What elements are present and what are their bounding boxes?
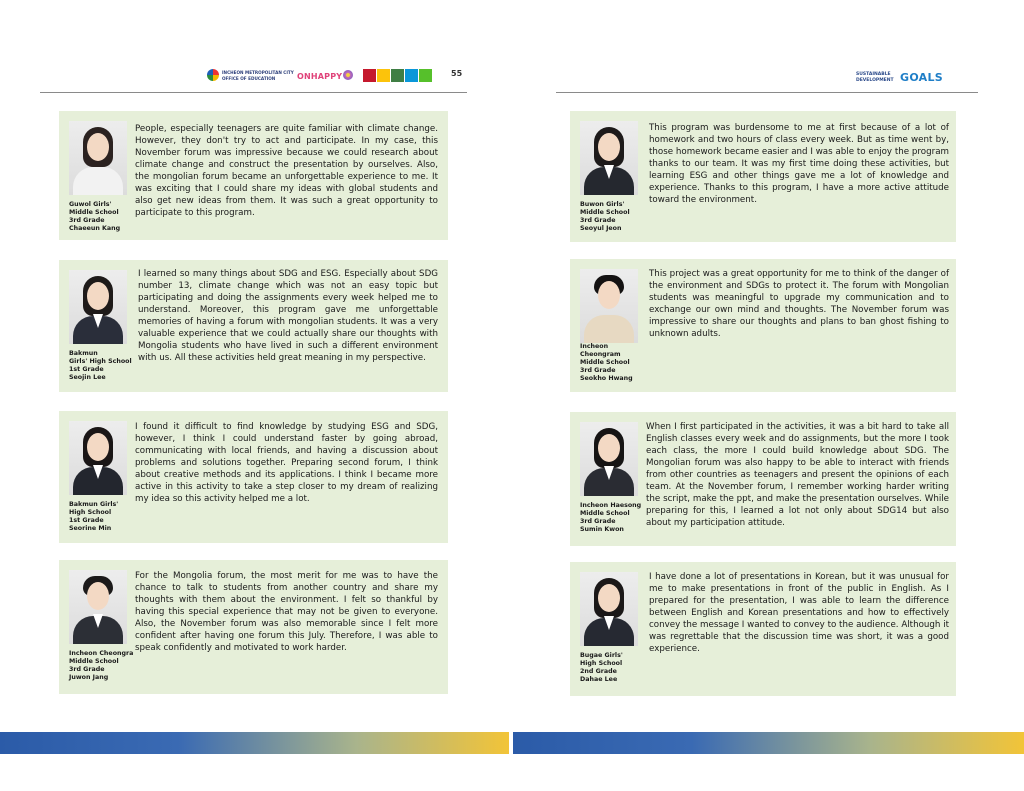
sdg-14-life-below-water-icon	[405, 69, 418, 82]
student-photo	[69, 570, 127, 644]
caption-line: Girls' High School	[69, 358, 132, 365]
caption-line: 2nd Grade	[580, 668, 617, 675]
caption-line: 1st Grade	[69, 366, 104, 373]
caption-line: High School	[580, 660, 623, 667]
caption-line: High School	[69, 509, 112, 516]
footer-gradient-bar-left	[0, 732, 509, 754]
caption-line: Buwon Girls'	[580, 201, 625, 208]
student-photo	[69, 421, 127, 495]
sdg-logo-line1: SUSTAINABLE	[856, 72, 891, 77]
student-photo	[69, 121, 127, 195]
caption-line: Middle School	[580, 510, 630, 517]
sdg-7-affordable-energy-icon	[377, 69, 390, 82]
student-caption	[580, 343, 648, 383]
student-caption	[69, 201, 137, 233]
testimonial-card	[570, 562, 956, 696]
testimonial-card	[59, 560, 448, 694]
office-of-education-logo	[205, 66, 295, 88]
flower-icon	[343, 70, 353, 80]
testimonial-card	[59, 111, 448, 240]
student-name: Juwon Jang	[69, 674, 109, 681]
testimonial-text: This program was burdensome to me at first because of a lot of homework and two hours of class every week. But as time went by, those homework became easier and I was able to enjoy the program thanks to our team. It was my first time doing these activities, but learning ESG and other things gave me a lot of knowledge and experience. Thanks to this program, I have a more active attitude toward the environment.	[649, 123, 949, 205]
caption-line: 3rd Grade	[580, 367, 616, 374]
student-caption	[580, 201, 648, 233]
caption-line: Guwol Girls'	[69, 201, 112, 208]
student-name: Seorine Min	[69, 525, 112, 532]
caption-line: 3rd Grade	[69, 217, 105, 224]
sdg-logo-goals: GOALS	[900, 71, 944, 84]
caption-line: Incheon Cheongra	[69, 650, 134, 657]
student-name: Chaeeun Kang	[69, 225, 121, 232]
testimonial-text: I found it difficult to find knowledge by studying ESG and SDG, however, I think I could understand faster by going abroad, communicating with local friends, and having a discussion about problems and solutions together. Preparing second forum, I think about creative methods and its applications. I think I became more active in this activity to take a step closer to my dream of realizing my idea so this activity helped me a lot.	[135, 422, 438, 504]
testimonial-card	[59, 411, 448, 543]
student-caption	[69, 501, 137, 533]
sdg-15-life-on-land-icon	[419, 69, 432, 82]
caption-line: Cheongram	[580, 351, 621, 358]
testimonial-card	[59, 260, 448, 392]
office-name-line2: OFFICE OF EDUCATION	[222, 76, 276, 81]
caption-line: 3rd Grade	[69, 666, 105, 673]
student-caption	[580, 652, 648, 684]
testimonial-text: People, especially teenagers are quite familiar with climate change. However, they don't try to act and participate. In my case, this November forum was impressive because we could research about climate change and construct the presentation by ourselves. Also, the mongolian forum became an unforgettable experience to me. It was exciting that I could share my ideas with global students and also get new ideas from them. It was such a great opportunity to participate to this program.	[135, 124, 438, 218]
caption-line: Bakmun Girls'	[69, 501, 119, 508]
student-name: Sumin Kwon	[580, 526, 624, 533]
testimonial-card	[570, 412, 956, 546]
header-right	[856, 66, 946, 88]
caption-line: Middle School	[69, 658, 119, 665]
student-caption	[69, 350, 137, 382]
student-name: Seoyul Jeon	[580, 225, 622, 232]
testimonial-text: This project was a great opportunity for me to think of the danger of the environment and SDGs to protect it. The forum with Mongolian students was meaningful to upgrade my communication and to exchange our own mind and thoughts. The November forum was impressive to share our thoughts and plans to ban ghost fishing to unknown adults.	[649, 269, 949, 339]
caption-line: Middle School	[580, 359, 630, 366]
testimonial-text: I have done a lot of presentations in Korean, but it was unusual for me to make presentations in front of the public in English. As I prepared for the presentation, I was able to learn the difference between English and Korean presentations and how to effectively convey the message I wanted to convey to the audience. Although it was regrettable that the discussion time was short, it was a good experience.	[649, 572, 950, 654]
caption-line: Incheon Haesong	[580, 502, 642, 509]
testimonial-card	[570, 111, 956, 242]
caption-line: 1st Grade	[69, 517, 104, 524]
header-left	[205, 66, 465, 88]
student-name: Seokho Hwang	[580, 375, 633, 382]
testimonial-text: For the Mongolia forum, the most merit for me was to have the chance to talk to students from another country and share my thoughts with them about the environment. I felt so thankful by having this special experience that may not be given to everyone. Also, the November forum was also memorable since I felt more confident after having one forum this July. Therefore, I was able to speak confidently and motivated to work harder.	[135, 571, 438, 653]
caption-line: Middle School	[580, 209, 630, 216]
sdg-4-quality-education-icon	[363, 69, 376, 82]
student-photo	[580, 572, 638, 646]
student-photo	[580, 422, 638, 496]
caption-line: 3rd Grade	[580, 217, 616, 224]
onhappy-brand-text: ONHAPPY	[297, 72, 343, 81]
student-caption	[580, 502, 648, 534]
caption-line: Middle School	[69, 209, 119, 216]
caption-line: Bugae Girls'	[580, 652, 623, 659]
testimonial-text: When I first participated in the activities, it was a bit hard to take all English classes every week and do assignments, but the more I took each class, the more I could build knowledge about SDG. The Mongolian forum was also happy to be able to interact with friends from other countries as teenagers and present the opinions of each team. At the November forum, I remember working harder writing the script, make the ppt, and make the presentation ourselves. While preparing for this, I learned a lot not only about SDG14 but also about my participation attitude.	[646, 422, 949, 528]
footer-gradient-bar-right	[513, 732, 1024, 754]
education-office-emblem-icon	[207, 69, 219, 81]
caption-line: Bakmun	[69, 350, 98, 357]
student-photo	[580, 121, 638, 195]
onhappy-logo	[297, 70, 353, 81]
sdg-13-climate-action-icon	[391, 69, 404, 82]
student-caption	[69, 650, 137, 682]
header-divider-right	[556, 92, 978, 93]
page-number: 55	[451, 69, 463, 78]
student-name: Dahae Lee	[580, 676, 618, 683]
student-name: Seojin Lee	[69, 374, 106, 381]
caption-line: 3rd Grade	[580, 518, 616, 525]
student-photo	[580, 269, 638, 343]
caption-line: Incheon	[580, 343, 609, 350]
student-photo	[69, 270, 127, 344]
testimonial-card	[570, 259, 956, 392]
sdg-logo-line2: DEVELOPMENT	[856, 78, 894, 83]
sdg-goals-logo	[856, 70, 946, 90]
office-name-line1: INCHEON METROPOLITAN CITY	[222, 70, 294, 75]
testimonial-text: I learned so many things about SDG and ESG. Especially about SDG number 13, climate change which was not an easy topic but participating and doing the assignments every week helped me to understand. Moreover, this program gave me unforgettable memories of having a forum with mongolian students. It was a very valuable experience that we could actually share our thoughts with Mongolia students who have lived in such a different environment with us. All these activities held great meaning in my perspective.	[138, 269, 438, 363]
header-divider-left	[40, 92, 467, 93]
